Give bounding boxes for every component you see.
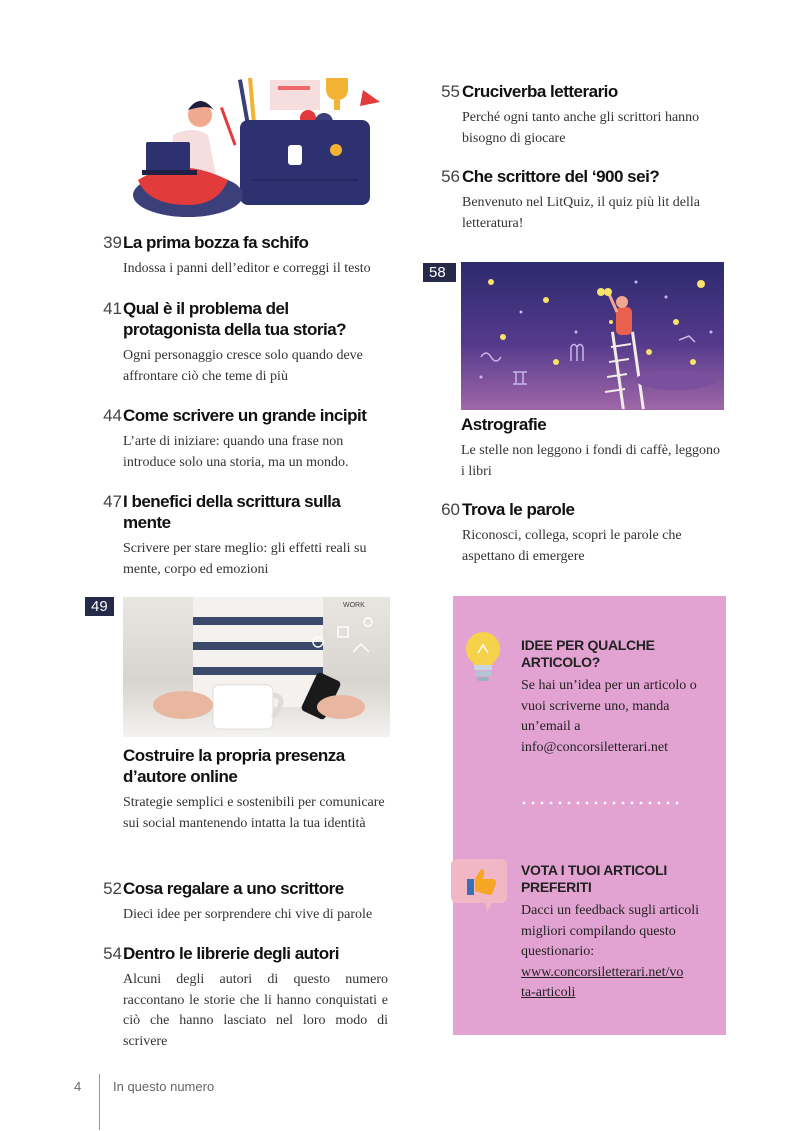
toc-entry-44[interactable] (88, 405, 388, 473)
article-description: Perché ogni tanto anche gli scrittori hanno bisogno di giocare (462, 110, 700, 146)
page-number: 39 (103, 233, 122, 252)
toc-entry-39[interactable] (88, 232, 388, 280)
article-title: Costruire la propria presenza d’autore online (123, 746, 345, 786)
article-description: Strategie semplici e sostenibili per comunicare sui social mantenendo intatta la tua identità (123, 795, 385, 831)
toc-entry-55[interactable] (426, 81, 726, 149)
starry-sky-illustration (461, 262, 724, 410)
article-description: Benvenuto nel LitQuiz, il quiz più lit della letteratura! (462, 195, 700, 231)
vote-box-title: VOTA I TUOI ARTICOLI PREFERITI (521, 862, 667, 895)
article-title: Come scrivere un grande incipit (123, 406, 367, 425)
article-description: Indossa i panni dell’editor e correggi il testo (123, 261, 371, 276)
toc-entry-56[interactable] (426, 166, 726, 234)
footer-page-number: 4 (74, 1079, 82, 1094)
idea-box-text: Se hai un’idea per un articolo o vuoi scriverne uno, manda un’email a info@concorsiletterari.net (521, 678, 697, 755)
article-title: La prima bozza fa schifo (123, 233, 309, 252)
vote-link[interactable]: www.concorsiletterari.net/vota-articoli (521, 964, 684, 1000)
toc-entry-52[interactable] (88, 878, 388, 926)
page-number: 47 (103, 492, 122, 511)
toc-entry-58[interactable] (461, 414, 726, 482)
feature-page-tag: 49 (85, 597, 114, 616)
article-description: Alcuni degli autori di questo numero raccontano le storie che li hanno conquistati e ciò che hanno lasciato nel loro modo di scrivere (123, 972, 388, 1049)
toc-entry-49[interactable] (123, 745, 393, 834)
article-title: Dentro le librerie degli autori (123, 944, 339, 963)
toc-entry-60[interactable] (426, 499, 726, 567)
page-number: 54 (103, 944, 122, 963)
phone-coffee-illustration (123, 597, 390, 737)
thumbs-up-icon (447, 855, 513, 915)
svg-text:WORK: WORK (343, 602, 365, 609)
feature-image-astro[interactable] (461, 262, 724, 410)
article-description: L’arte di iniziare: quando una frase non introduce solo una storia, ma un mondo. (123, 434, 349, 470)
article-description: Scrivere per stare meglio: gli effetti reali su mente, corpo ed emozioni (123, 541, 367, 577)
article-title: Cosa regalare a uno scrittore (123, 879, 344, 898)
toc-entry-47[interactable] (88, 491, 388, 580)
toc-entry-54[interactable] (88, 943, 388, 1052)
feature-page-tag: 58 (423, 263, 456, 282)
article-title: Che scrittore del ‘900 sei? (462, 167, 660, 186)
toc-entry-41[interactable] (88, 298, 388, 387)
article-title: I benefici della scrittura sulla mente (123, 492, 341, 532)
article-title: Astrografie (461, 415, 547, 434)
page-number: 44 (103, 406, 122, 425)
footer-section-label: In questo numero (113, 1079, 215, 1094)
dotted-divider (521, 800, 681, 806)
article-description: Riconosci, collega, scopri le parole che aspettano di emergere (462, 528, 682, 564)
article-title: Trova le parole (462, 500, 575, 519)
footer-divider (99, 1074, 100, 1130)
page-number: 60 (441, 500, 460, 519)
article-description: Dieci idee per sorprendere chi vive di parole (123, 907, 373, 922)
page-number: 41 (103, 299, 122, 318)
page-number: 52 (103, 879, 122, 898)
article-title: Cruciverba letterario (462, 82, 618, 101)
lightbulb-icon (463, 629, 503, 683)
contributions-box (453, 596, 726, 1035)
page-number: 55 (441, 82, 460, 101)
article-description: Le stelle non leggono i fondi di caffè, leggono i libri (461, 443, 721, 479)
feature-image-social[interactable] (123, 597, 390, 737)
idea-box-title: IDEE PER QUALCHE ARTICOLO? (521, 637, 655, 670)
writer-illustration (128, 70, 388, 222)
vote-box-text: Dacci un feedback sugli articoli migliori compilando questo questionario: (521, 903, 700, 959)
article-title: Qual è il problema del protagonista della tua storia? (123, 299, 347, 339)
article-description: Ogni personaggio cresce solo quando deve affrontare ciò che teme di più (123, 348, 363, 384)
page-number: 56 (441, 167, 460, 186)
